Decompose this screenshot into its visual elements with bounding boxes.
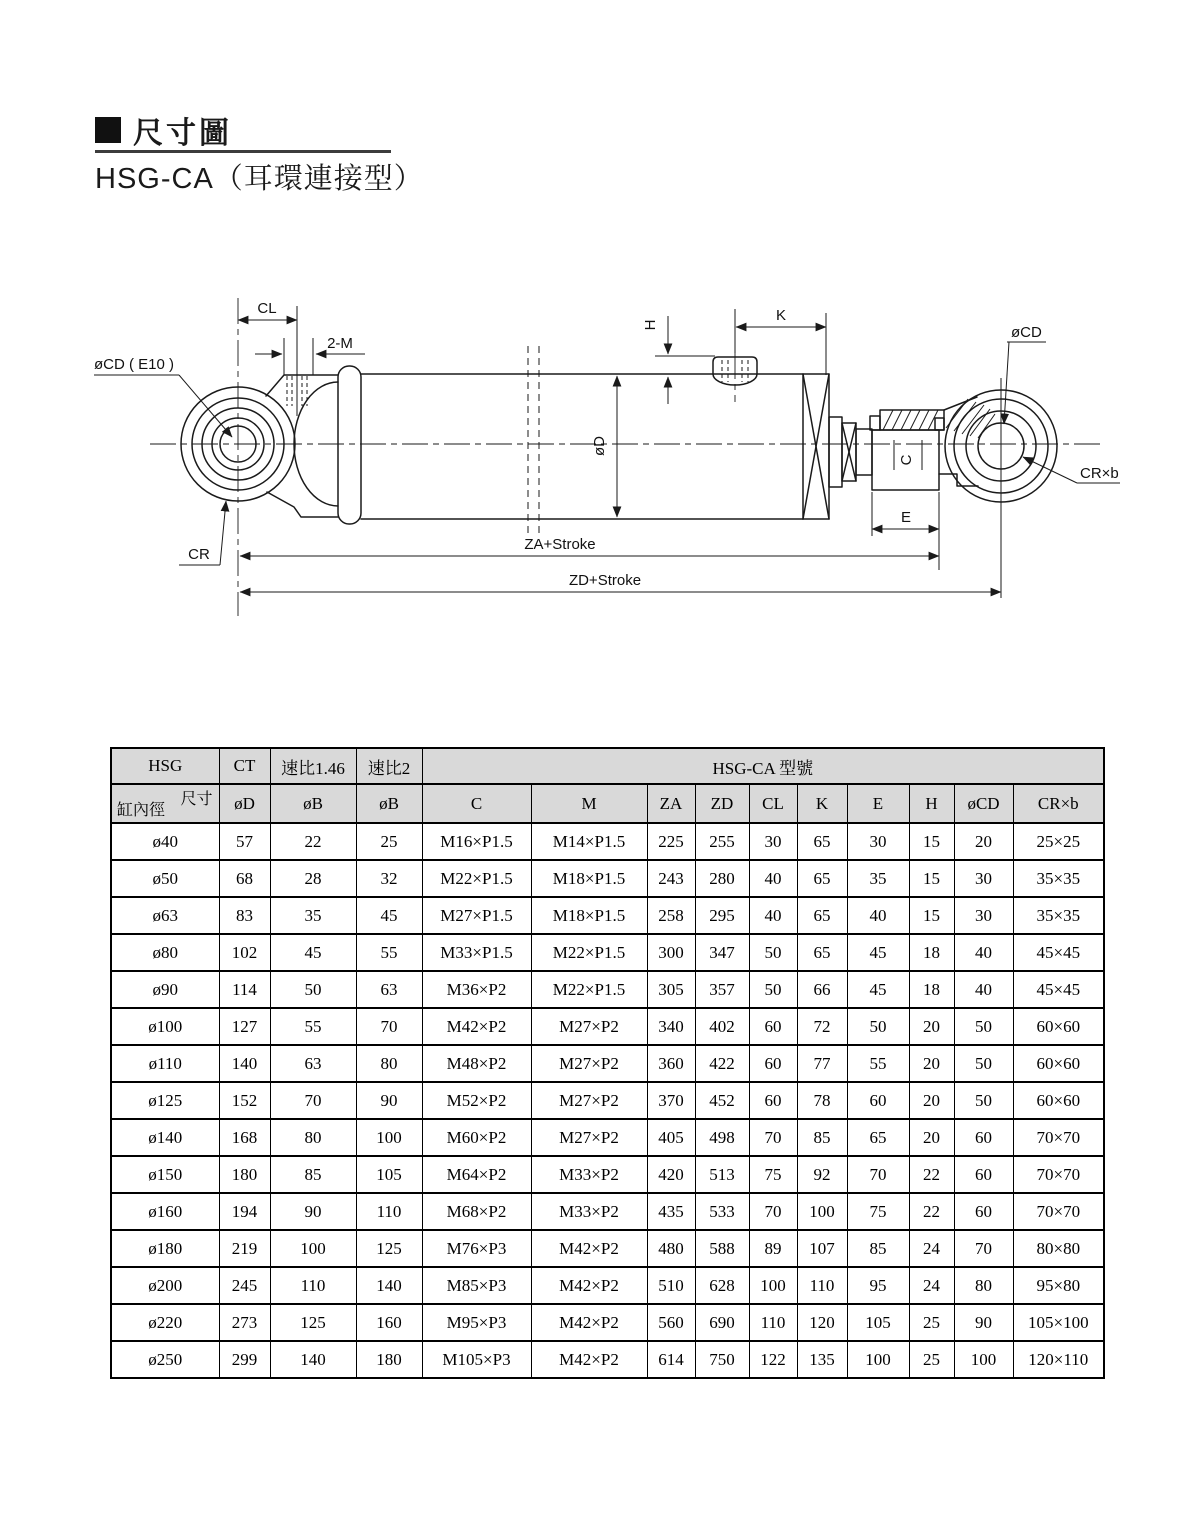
- value-cell: 102: [219, 934, 270, 971]
- value-cell: M18×P1.5: [531, 860, 647, 897]
- value-cell: 15: [909, 897, 954, 934]
- bore-cell: ø180: [111, 1230, 219, 1267]
- rod-gland: [803, 374, 872, 519]
- value-cell: 35: [270, 897, 356, 934]
- column-header: øCD: [954, 784, 1013, 823]
- column-header: K: [797, 784, 847, 823]
- value-cell: 513: [695, 1156, 749, 1193]
- corner-header: [111, 784, 219, 823]
- value-cell: M68×P2: [422, 1193, 531, 1230]
- value-cell: M36×P2: [422, 971, 531, 1008]
- value-cell: 125: [356, 1230, 422, 1267]
- dim-label-h: H: [642, 319, 659, 331]
- value-cell: M33×P2: [531, 1156, 647, 1193]
- value-cell: 70: [749, 1119, 797, 1156]
- value-cell: 60: [749, 1008, 797, 1045]
- value-cell: 20: [909, 1008, 954, 1045]
- dimension-diagram: [80, 278, 1120, 628]
- value-cell: 90: [356, 1082, 422, 1119]
- dim-label-zd: ZD+Stroke: [568, 572, 642, 589]
- value-cell: 100: [356, 1119, 422, 1156]
- value-cell: 55: [847, 1045, 909, 1082]
- value-cell: 60: [847, 1082, 909, 1119]
- value-cell: M27×P2: [531, 1008, 647, 1045]
- value-cell: 95: [847, 1267, 909, 1304]
- header-ct: CT: [219, 748, 270, 784]
- value-cell: 28: [270, 860, 356, 897]
- value-cell: 50: [749, 934, 797, 971]
- value-cell: 60: [954, 1156, 1013, 1193]
- value-cell: 32: [356, 860, 422, 897]
- column-header: C: [422, 784, 531, 823]
- value-cell: 135: [797, 1341, 847, 1378]
- bore-cell: ø125: [111, 1082, 219, 1119]
- value-cell: 70×70: [1013, 1156, 1104, 1193]
- value-cell: 57: [219, 823, 270, 860]
- corner-label-dimension: 尺寸: [180, 791, 213, 808]
- value-cell: 85: [270, 1156, 356, 1193]
- value-cell: M64×P2: [422, 1156, 531, 1193]
- table-row: [111, 934, 1104, 971]
- value-cell: 402: [695, 1008, 749, 1045]
- table-header: [111, 748, 1104, 823]
- column-header: øB: [270, 784, 356, 823]
- table-row: [111, 1045, 1104, 1082]
- value-cell: 168: [219, 1119, 270, 1156]
- value-cell: 50: [954, 1045, 1013, 1082]
- value-cell: 66: [797, 971, 847, 1008]
- value-cell: 533: [695, 1193, 749, 1230]
- value-cell: 80: [954, 1267, 1013, 1304]
- value-cell: 60×60: [1013, 1008, 1104, 1045]
- dim-label-c: C: [898, 454, 915, 466]
- table-row: [111, 860, 1104, 897]
- value-cell: 24: [909, 1267, 954, 1304]
- value-cell: 45×45: [1013, 971, 1104, 1008]
- value-cell: 18: [909, 971, 954, 1008]
- value-cell: 70: [270, 1082, 356, 1119]
- value-cell: M22×P1.5: [531, 934, 647, 971]
- value-cell: 60: [749, 1045, 797, 1082]
- value-cell: 20: [954, 823, 1013, 860]
- table-row: [111, 971, 1104, 1008]
- value-cell: 15: [909, 860, 954, 897]
- value-cell: 25: [909, 1341, 954, 1378]
- value-cell: 194: [219, 1193, 270, 1230]
- dim-label-cl: CL: [257, 300, 277, 317]
- value-cell: M48×P2: [422, 1045, 531, 1082]
- column-header: øB: [356, 784, 422, 823]
- value-cell: 25×25: [1013, 823, 1104, 860]
- value-cell: 30: [749, 823, 797, 860]
- bore-cell: ø100: [111, 1008, 219, 1045]
- value-cell: 360: [647, 1045, 695, 1082]
- page-title: 尺寸圖: [133, 117, 232, 150]
- value-cell: 560: [647, 1304, 695, 1341]
- table-row: [111, 1119, 1104, 1156]
- value-cell: 420: [647, 1156, 695, 1193]
- value-cell: 452: [695, 1082, 749, 1119]
- bore-cell: ø50: [111, 860, 219, 897]
- dim-label-k: K: [775, 307, 787, 324]
- value-cell: M60×P2: [422, 1119, 531, 1156]
- value-cell: 347: [695, 934, 749, 971]
- header-hsg: HSG: [111, 748, 219, 784]
- table-row: [111, 1230, 1104, 1267]
- table-row: [111, 1156, 1104, 1193]
- value-cell: M27×P2: [531, 1082, 647, 1119]
- value-cell: 20: [909, 1045, 954, 1082]
- header-ratio-146: 速比1.46: [270, 748, 356, 784]
- bore-cell: ø40: [111, 823, 219, 860]
- value-cell: 40: [954, 971, 1013, 1008]
- value-cell: 95×80: [1013, 1267, 1104, 1304]
- title-rule: [95, 150, 391, 153]
- value-cell: 588: [695, 1230, 749, 1267]
- value-cell: 80×80: [1013, 1230, 1104, 1267]
- value-cell: 92: [797, 1156, 847, 1193]
- value-cell: 243: [647, 860, 695, 897]
- value-cell: 22: [909, 1193, 954, 1230]
- title-block: [95, 110, 232, 150]
- value-cell: 180: [356, 1341, 422, 1378]
- value-cell: 100: [270, 1230, 356, 1267]
- value-cell: 120×110: [1013, 1341, 1104, 1378]
- value-cell: 510: [647, 1267, 695, 1304]
- value-cell: M85×P3: [422, 1267, 531, 1304]
- value-cell: 614: [647, 1341, 695, 1378]
- cylinder-body: [287, 306, 803, 536]
- value-cell: 30: [954, 860, 1013, 897]
- dim-label-d: øD: [591, 436, 608, 456]
- bore-cell: ø160: [111, 1193, 219, 1230]
- value-cell: 435: [647, 1193, 695, 1230]
- column-header: M: [531, 784, 647, 823]
- value-cell: 77: [797, 1045, 847, 1082]
- value-cell: M42×P2: [531, 1341, 647, 1378]
- table-row: [111, 897, 1104, 934]
- value-cell: 60: [954, 1193, 1013, 1230]
- dim-label-cd-e10: øCD ( E10 ): [94, 356, 175, 373]
- value-cell: 357: [695, 971, 749, 1008]
- value-cell: 690: [695, 1304, 749, 1341]
- value-cell: 24: [909, 1230, 954, 1267]
- value-cell: 72: [797, 1008, 847, 1045]
- value-cell: M27×P2: [531, 1119, 647, 1156]
- value-cell: 140: [356, 1267, 422, 1304]
- value-cell: 105: [847, 1304, 909, 1341]
- value-cell: 75: [749, 1156, 797, 1193]
- column-header: ZA: [647, 784, 695, 823]
- value-cell: 70: [954, 1230, 1013, 1267]
- value-cell: 122: [749, 1341, 797, 1378]
- column-header: H: [909, 784, 954, 823]
- value-cell: 89: [749, 1230, 797, 1267]
- value-cell: 25: [909, 1304, 954, 1341]
- value-cell: 80: [270, 1119, 356, 1156]
- value-cell: 422: [695, 1045, 749, 1082]
- value-cell: 60: [749, 1082, 797, 1119]
- value-cell: 225: [647, 823, 695, 860]
- value-cell: 40: [749, 897, 797, 934]
- value-cell: 100: [847, 1341, 909, 1378]
- value-cell: 299: [219, 1341, 270, 1378]
- column-header: CL: [749, 784, 797, 823]
- value-cell: 140: [219, 1045, 270, 1082]
- value-cell: 68: [219, 860, 270, 897]
- value-cell: 114: [219, 971, 270, 1008]
- value-cell: 22: [270, 823, 356, 860]
- column-header: E: [847, 784, 909, 823]
- value-cell: 100: [749, 1267, 797, 1304]
- value-cell: 40: [847, 897, 909, 934]
- dim-label-e: E: [900, 509, 912, 526]
- value-cell: M27×P2: [531, 1045, 647, 1082]
- value-cell: 70×70: [1013, 1193, 1104, 1230]
- value-cell: 340: [647, 1008, 695, 1045]
- value-cell: 105×100: [1013, 1304, 1104, 1341]
- value-cell: 50: [749, 971, 797, 1008]
- value-cell: 300: [647, 934, 695, 971]
- value-cell: M95×P3: [422, 1304, 531, 1341]
- page-subtitle: HSG-CA（耳環連接型）: [95, 163, 424, 195]
- table-row: [111, 1008, 1104, 1045]
- value-cell: 40: [954, 934, 1013, 971]
- column-header: CR×b: [1013, 784, 1104, 823]
- value-cell: 255: [695, 823, 749, 860]
- value-cell: 110: [797, 1267, 847, 1304]
- value-cell: 45: [847, 971, 909, 1008]
- value-cell: 63: [270, 1045, 356, 1082]
- value-cell: 100: [797, 1193, 847, 1230]
- bore-cell: ø200: [111, 1267, 219, 1304]
- value-cell: 127: [219, 1008, 270, 1045]
- bore-cell: ø150: [111, 1156, 219, 1193]
- value-cell: 65: [797, 823, 847, 860]
- value-cell: 65: [797, 934, 847, 971]
- bore-cell: ø250: [111, 1341, 219, 1378]
- value-cell: 295: [695, 897, 749, 934]
- value-cell: 258: [647, 897, 695, 934]
- value-cell: M27×P1.5: [422, 897, 531, 934]
- dim-label-cr: CR: [188, 546, 210, 563]
- column-header: ZD: [695, 784, 749, 823]
- value-cell: 30: [954, 897, 1013, 934]
- value-cell: 18: [909, 934, 954, 971]
- value-cell: 60×60: [1013, 1082, 1104, 1119]
- dim-label-za: ZA+Stroke: [524, 536, 596, 553]
- table-row: [111, 1304, 1104, 1341]
- value-cell: 40: [749, 860, 797, 897]
- dim-label-crb: CR×b: [1080, 465, 1119, 482]
- value-cell: 273: [219, 1304, 270, 1341]
- value-cell: 65: [847, 1119, 909, 1156]
- value-cell: 20: [909, 1082, 954, 1119]
- bore-cell: ø90: [111, 971, 219, 1008]
- value-cell: 280: [695, 860, 749, 897]
- bore-cell: ø110: [111, 1045, 219, 1082]
- dim-label-2m: 2-M: [327, 335, 353, 352]
- value-cell: 405: [647, 1119, 695, 1156]
- value-cell: 55: [270, 1008, 356, 1045]
- value-cell: 75: [847, 1193, 909, 1230]
- value-cell: M42×P2: [531, 1304, 647, 1341]
- value-cell: 65: [797, 860, 847, 897]
- value-cell: 60: [954, 1119, 1013, 1156]
- value-cell: 120: [797, 1304, 847, 1341]
- value-cell: 45×45: [1013, 934, 1104, 971]
- value-cell: M22×P1.5: [531, 971, 647, 1008]
- value-cell: 35×35: [1013, 897, 1104, 934]
- table-row: [111, 1082, 1104, 1119]
- value-cell: M14×P1.5: [531, 823, 647, 860]
- header-ratio-2: 速比2: [356, 748, 422, 784]
- value-cell: 63: [356, 971, 422, 1008]
- value-cell: 110: [749, 1304, 797, 1341]
- table-body: [111, 823, 1104, 1378]
- value-cell: 70: [749, 1193, 797, 1230]
- value-cell: 105: [356, 1156, 422, 1193]
- value-cell: M76×P3: [422, 1230, 531, 1267]
- value-cell: M33×P2: [531, 1193, 647, 1230]
- value-cell: 55: [356, 934, 422, 971]
- value-cell: 30: [847, 823, 909, 860]
- value-cell: 152: [219, 1082, 270, 1119]
- value-cell: 25: [356, 823, 422, 860]
- port-boss: [713, 309, 757, 402]
- table-row: [111, 1341, 1104, 1378]
- header-model: HSG-CA 型號: [422, 748, 1104, 784]
- value-cell: M42×P2: [531, 1230, 647, 1267]
- value-cell: 85: [847, 1230, 909, 1267]
- value-cell: M52×P2: [422, 1082, 531, 1119]
- value-cell: 498: [695, 1119, 749, 1156]
- bore-cell: ø140: [111, 1119, 219, 1156]
- value-cell: 750: [695, 1341, 749, 1378]
- dim-label-cd: øCD: [1011, 324, 1042, 341]
- section-square-icon: [95, 117, 121, 143]
- value-cell: 140: [270, 1341, 356, 1378]
- value-cell: 78: [797, 1082, 847, 1119]
- value-cell: 100: [954, 1341, 1013, 1378]
- value-cell: 50: [270, 971, 356, 1008]
- value-cell: 45: [270, 934, 356, 971]
- value-cell: 628: [695, 1267, 749, 1304]
- value-cell: M18×P1.5: [531, 897, 647, 934]
- bore-cell: ø220: [111, 1304, 219, 1341]
- value-cell: 45: [847, 934, 909, 971]
- bore-cell: ø63: [111, 897, 219, 934]
- value-cell: 90: [270, 1193, 356, 1230]
- value-cell: 160: [356, 1304, 422, 1341]
- value-cell: 370: [647, 1082, 695, 1119]
- table-row: [111, 1267, 1104, 1304]
- value-cell: 22: [909, 1156, 954, 1193]
- value-cell: 219: [219, 1230, 270, 1267]
- value-cell: 83: [219, 897, 270, 934]
- value-cell: 80: [356, 1045, 422, 1082]
- value-cell: M22×P1.5: [422, 860, 531, 897]
- value-cell: M33×P1.5: [422, 934, 531, 971]
- value-cell: 110: [270, 1267, 356, 1304]
- dimension-table: [110, 747, 1105, 1379]
- value-cell: 15: [909, 823, 954, 860]
- value-cell: M42×P2: [531, 1267, 647, 1304]
- value-cell: 50: [847, 1008, 909, 1045]
- value-cell: 245: [219, 1267, 270, 1304]
- cylinder-drawing: [80, 278, 1120, 628]
- value-cell: 125: [270, 1304, 356, 1341]
- table-row: [111, 823, 1104, 860]
- value-cell: 90: [954, 1304, 1013, 1341]
- value-cell: M16×P1.5: [422, 823, 531, 860]
- value-cell: 70: [356, 1008, 422, 1045]
- value-cell: 110: [356, 1193, 422, 1230]
- rod-end: [870, 397, 995, 490]
- value-cell: 180: [219, 1156, 270, 1193]
- value-cell: 60×60: [1013, 1045, 1104, 1082]
- value-cell: M105×P3: [422, 1341, 531, 1378]
- corner-label-bore: 缸內徑: [117, 802, 166, 819]
- value-cell: 35: [847, 860, 909, 897]
- value-cell: 480: [647, 1230, 695, 1267]
- bore-cell: ø80: [111, 934, 219, 971]
- value-cell: 50: [954, 1082, 1013, 1119]
- value-cell: 35×35: [1013, 860, 1104, 897]
- table-row: [111, 1193, 1104, 1230]
- column-header: øD: [219, 784, 270, 823]
- value-cell: 70×70: [1013, 1119, 1104, 1156]
- value-cell: 20: [909, 1119, 954, 1156]
- value-cell: 45: [356, 897, 422, 934]
- value-cell: 70: [847, 1156, 909, 1193]
- value-cell: 85: [797, 1119, 847, 1156]
- value-cell: 50: [954, 1008, 1013, 1045]
- value-cell: 305: [647, 971, 695, 1008]
- value-cell: M42×P2: [422, 1008, 531, 1045]
- value-cell: 65: [797, 897, 847, 934]
- value-cell: 107: [797, 1230, 847, 1267]
